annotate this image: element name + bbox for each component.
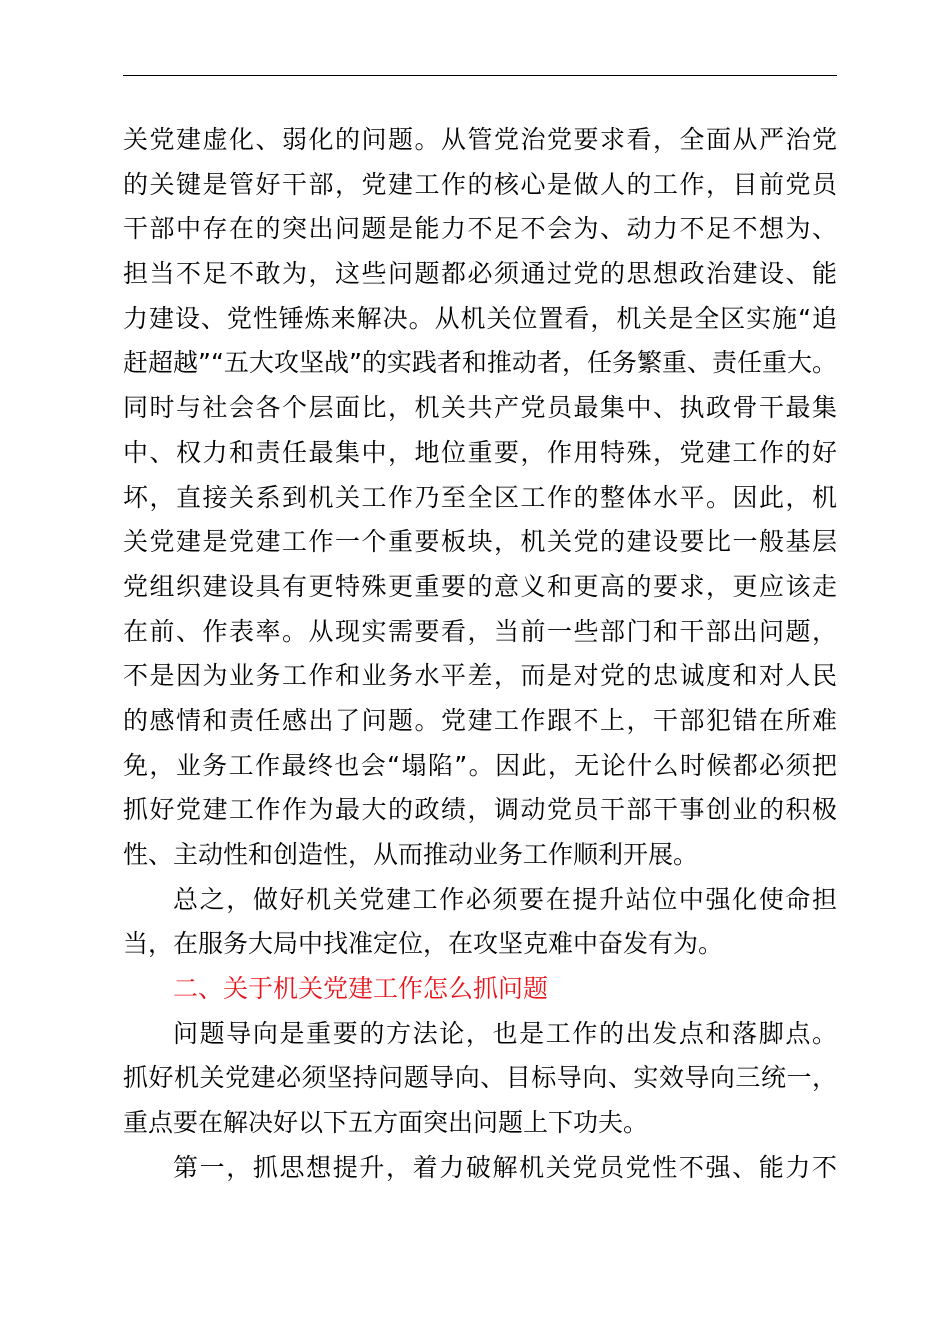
header-rule	[123, 75, 837, 76]
text-line: 总之，做好机关党建工作必须要在提升站位中强化使命担	[173, 884, 837, 914]
text-line: 抓好机关党建必须坚持问题导向、目标导向、实效导向三统一，	[123, 1063, 837, 1093]
text-line: 不是因为业务工作和业务水平差，而是对党的忠诚度和对人民	[123, 661, 837, 691]
text-line: 中、权力和责任最集中，地位重要，作用特殊，党建工作的好	[123, 437, 837, 467]
text-line: 干部中存在的突出问题是能力不足不会为、动力不足不想为、	[123, 214, 837, 244]
text-line: 第一，抓思想提升，着力破解机关党员党性不强、能力不	[173, 1152, 837, 1182]
section-heading: 二、关于机关党建工作怎么抓问题	[173, 974, 549, 1004]
text-line: 重点要在解决好以下五方面突出问题上下功夫。	[123, 1108, 649, 1138]
text-line: 关党建是党建工作一个重要板块，机关党的建设要比一般基层	[123, 527, 837, 557]
text-line: 在前、作表率。从现实需要看，当前一些部门和干部出问题，	[123, 616, 837, 646]
text-line: 的感情和责任感出了问题。党建工作跟不上，干部犯错在所难	[123, 705, 837, 735]
text-line: 同时与社会各个层面比，机关共产党员最集中、执政骨干最集	[123, 393, 837, 423]
text-line: 担当不足不敢为，这些问题都必须通过党的思想政治建设、能	[123, 259, 837, 289]
text-line: 当，在服务大局中找准定位，在攻坚克难中奋发有为。	[123, 929, 724, 959]
document-body	[123, 118, 837, 1191]
text-line: 免，业务工作最终也会“塌陷”。因此，无论什么时候都必须把	[123, 750, 837, 780]
text-line: 的关键是管好干部，党建工作的核心是做人的工作，目前党员	[123, 169, 837, 199]
text-line: 问题导向是重要的方法论，也是工作的出发点和落脚点。	[173, 1018, 837, 1048]
text-line: 力建设、党性锤炼来解决。从机关位置看，机关是全区实施“追	[123, 303, 837, 333]
text-line: 坏，直接关系到机关工作乃至全区工作的整体水平。因此，机	[123, 482, 837, 512]
text-line: 赶超越”“五大攻坚战”的实践者和推动者，任务繁重、责任重大。	[123, 348, 837, 378]
text-line: 性、主动性和创造性，从而推动业务工作顺利开展。	[123, 840, 699, 869]
text-line: 关党建虚化、弱化的问题。从管党治党要求看，全面从严治党	[123, 125, 837, 154]
text-line: 党组织建设具有更特殊更重要的意义和更高的要求，更应该走	[123, 571, 837, 601]
text-line: 抓好党建工作作为最大的政绩，调动党员干部干事创业的积极	[123, 795, 837, 825]
